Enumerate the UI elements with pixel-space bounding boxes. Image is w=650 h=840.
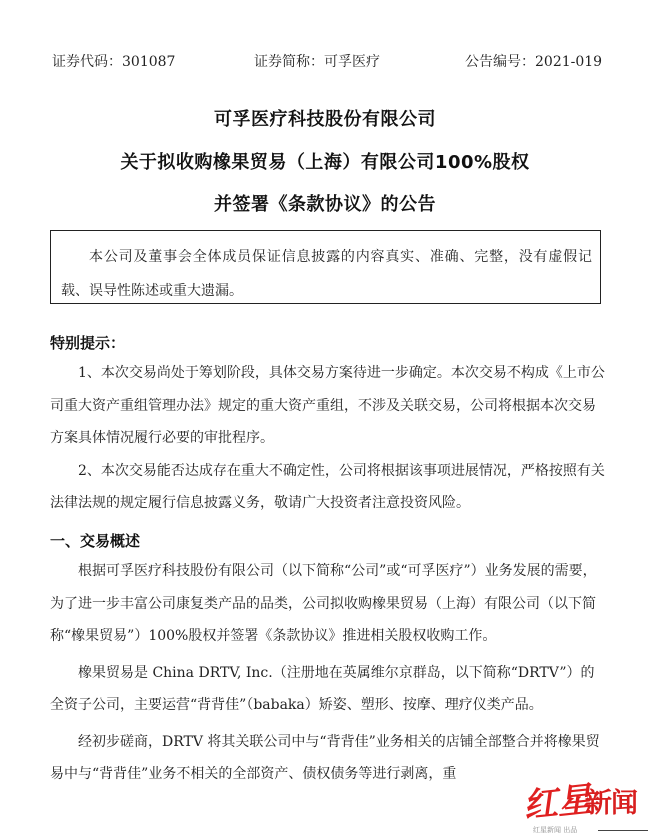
watermark-script: 红星: [521, 779, 594, 827]
announcement-title-line2: 并签署《条款协议》的公告: [214, 194, 436, 215]
section1-paragraph-1: 根据可孚医疗科技股份有限公司（以下简称“公司”或“可孚医疗”）业务发展的需要，为了进一步丰富公司康复类产品的品类，公司拟收购橡果贸易（上海）有限公司（以下简称“橡果贸易”）100%股权并签署《条款协议》推进相关股权收购工作。: [50, 563, 597, 644]
company-title: 可孚医疗科技股份有限公司: [214, 109, 436, 130]
special-notice-heading: 特别提示：: [50, 334, 126, 352]
special-notice-item-2: 2、本次交易能否达成存在重大不确定性，公司将根据该事项进展情况，严格按照有关法律法规的规定履行信息披露义务，敬请广大投资者注意投资风险。: [50, 462, 605, 511]
board-assurance-box: [50, 230, 601, 304]
board-assurance-text: 本公司及董事会全体成员保证信息披露的内容真实、准确、完整，没有虚假记载、误导性陈述或重大遗漏。: [61, 249, 592, 299]
special-notice-list: [50, 357, 605, 520]
document-header: [52, 51, 620, 71]
section-heading-transaction-overview: 一、交易概述: [50, 532, 141, 550]
announcement-number: 公告编号：2021-019: [465, 54, 603, 70]
watermark-subtext: 红星新闻 出品: [533, 826, 578, 834]
watermark-news: 新闻: [585, 788, 637, 819]
section1-body: [50, 555, 605, 791]
section1-paragraph-2: 橡果贸易是 China DRTV, Inc.（注册地在英属维尔京群岛，以下简称“DRTV”）的全资子公司，主要运营“背背佳”（babaka）矫姿、塑形、按摩、理疗仪类产品。: [50, 664, 595, 713]
section1-paragraph-3: 经初步磋商，DRTV 将其关联公司中与“背背佳”业务相关的店铺全部整合并将橡果贸易中与“背背佳”业务不相关的全部资产、债权债务等进行剥离，重: [50, 733, 600, 782]
hongxing-news-watermark: [523, 775, 650, 835]
special-notice-item-1: 1、本次交易尚处于筹划阶段，具体交易方案待进一步确定。本次交易不构成《上市公司重大资产重组管理办法》规定的重大资产重组，不涉及关联交易，公司将根据本次交易方案具体情况履行必要的审批程序。: [50, 365, 605, 446]
stock-code: 证券代码：301087: [52, 54, 176, 70]
announcement-title-line1: 关于拟收购橡果贸易（上海）有限公司100%股权: [120, 152, 530, 173]
stock-abbreviation: 证券简称：可孚医疗: [254, 54, 380, 70]
watermark-rule: [598, 830, 648, 831]
